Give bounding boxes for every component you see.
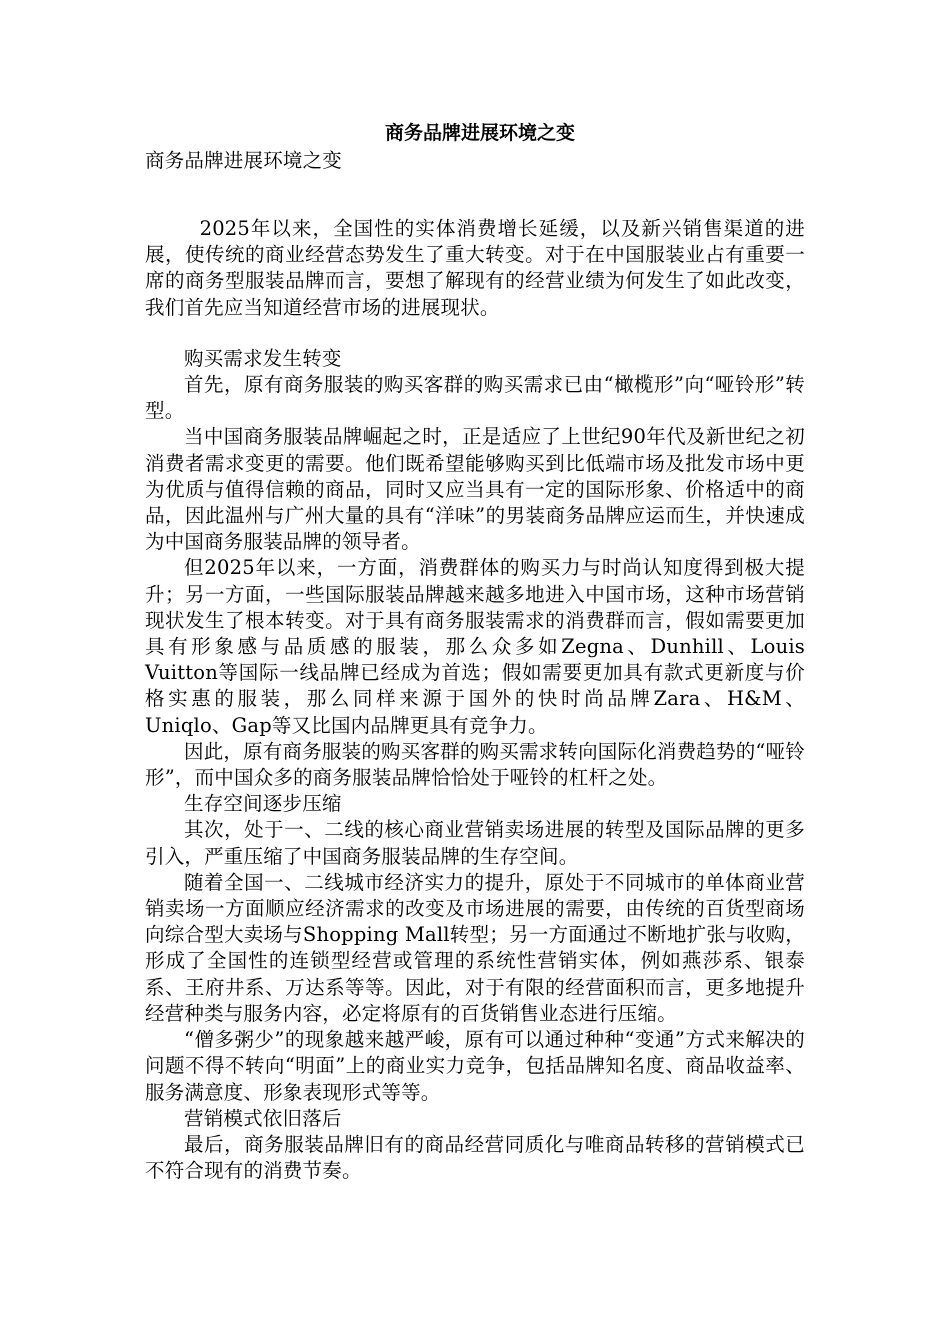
intro-paragraph: 2025年以来，全国性的实体消费增长延缓，以及新兴销售渠道的进展，使传统的商业经营态势发生了重大转变。对于在中国服装业占有重要一席的商务型服装品牌而言，要想了解现有的经营业绩为何发生了如此改变，我们首先应当知道经营市场的进展现状。 — [145, 217, 805, 319]
section-heading-living-space: 生存空间逐步压缩 — [184, 792, 342, 816]
section-heading-marketing-mode: 营销模式依旧落后 — [184, 1106, 342, 1130]
body-paragraph: 随着全国一、二线城市经济实力的提升，原处于不同城市的单体商业营销卖场一方面顺应经济需求的改变及市场进展的需要，由传统的百货型商场向综合型大卖场与Shopping Mall转型；另一方面通过不断地扩张与收购，形成了全国性的连锁型经营或管理的系统性营销实体，例如燕莎系、银泰系、王府井系、万达系等等。因此，对于有限的经营面积而言，更多地提升经营种类与服务内容，必定将原有的百货销售业态进行压缩。 — [145, 870, 805, 1025]
document-page — [145, 118, 805, 1184]
section-heading-purchase-demand: 购买需求发生转变 — [184, 346, 342, 370]
body-paragraph: 但2025年以来，一方面，消费群体的购买力与时尚认知度得到极大提升；另一方面，一些国际服装品牌越来越多地进入中国市场，这种市场营销现状发生了根本转变。对于具有商务服装需求的消费群而言，假如需要更加具有形象感与品质感的服装，那么众多如Zegna、Dunhill、Louis Vuitton等国际一线品牌已经成为首选；假如需要更加具有款式更新度与价格实惠的服装，那么同样来源于国外的快时尚品牌Zara、H&M、Uniqlo、Gap等又比国内品牌更具有竞争力。 — [145, 556, 805, 737]
body-paragraph: 因此，原有商务服装的购买客群的购买需求转向国际化消费趋势的“哑铃形”，而中国众多的商务服装品牌恰恰处于哑铃的杠杆之处。 — [145, 739, 805, 790]
document-title: 商务品牌进展环境之变 — [384, 122, 575, 144]
paragraph-gap — [145, 321, 805, 346]
body-paragraph: 最后，商务服装品牌旧有的商品经营同质化与唯商品转移的营销模式已不符合现有的消费节奏。 — [145, 1132, 805, 1183]
body-paragraph: 其次，处于一、二线的核心商业营销卖场进展的转型及国际品牌的更多引入，严重压缩了中国商务服装品牌的生存空间。 — [145, 818, 805, 868]
body-paragraph: 首先，原有商务服装的购买客群的购买需求已由“橄榄形”向“哑铃形”转型。 — [145, 373, 805, 423]
body-paragraph: “僧多粥少”的现象越来越严峻，原有可以通过种种“变通”方式来解决的问题不得不转向“明面”上的商业实力竞争，包括品牌知名度、商品收益率、服务满意度、形象表现形式等等。 — [145, 1028, 805, 1104]
body-paragraph: 当中国商务服装品牌崛起之时，正是适应了上世纪90年代及新世纪之初消费者需求变更的需要。他们既希望能够购买到比低端市场及批发市场中更为优质与值得信赖的商品，同时又应当具有一定的国际形象、价格适中的商品，因此温州与广州大量的具有“洋味”的男装商务品牌应运而生，并快速成为中国商务服装品牌的领导者。 — [145, 425, 805, 554]
document-subtitle: 商务品牌进展环境之变 — [145, 149, 343, 172]
